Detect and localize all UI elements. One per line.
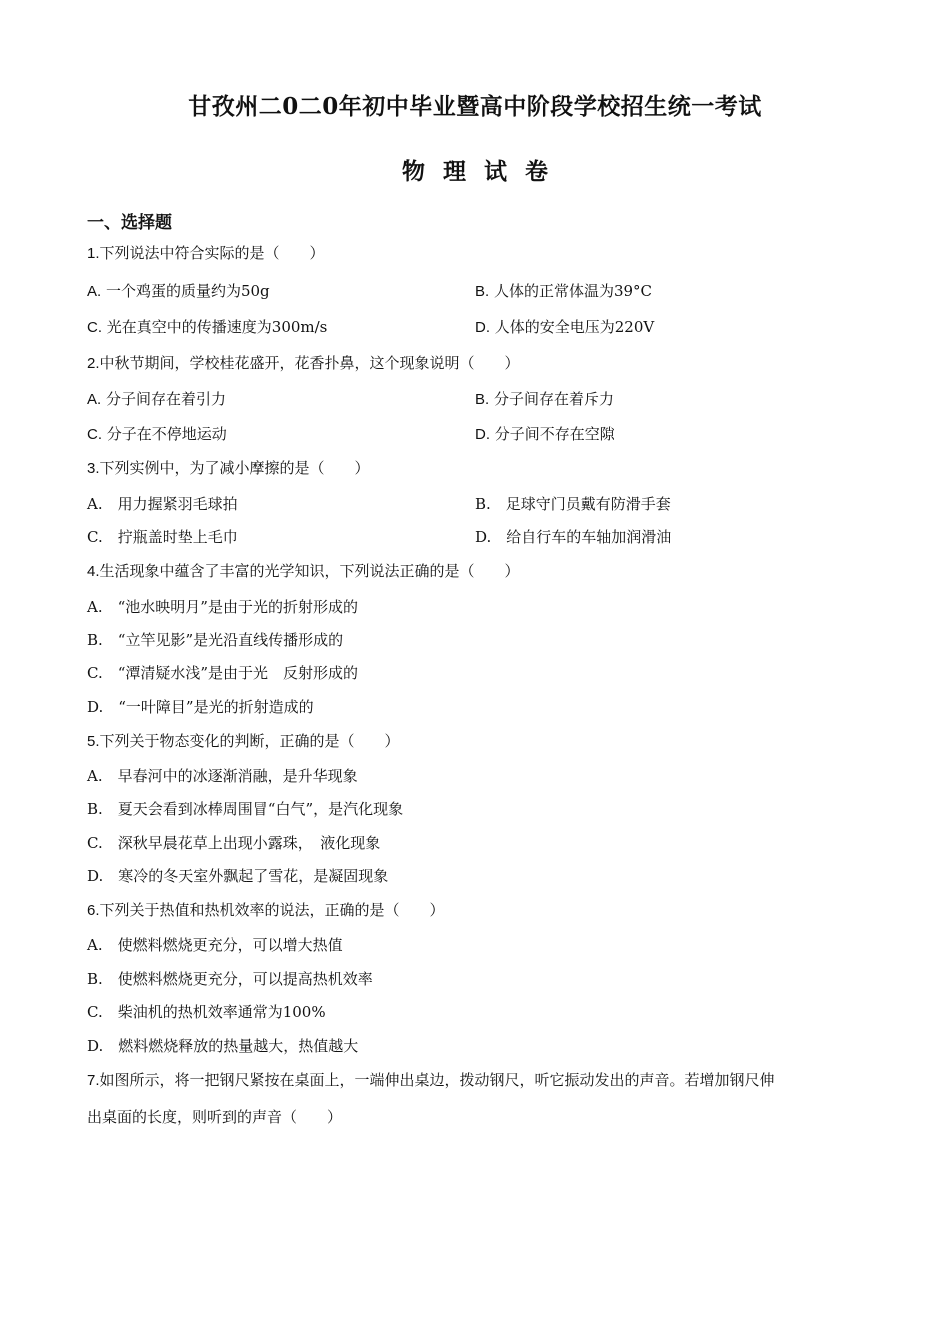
- option-text: 分子间存在着引力: [101, 390, 226, 408]
- question-1: [87, 242, 325, 263]
- option-text: 夏天会看到冰棒周围冒“白气”，是汽化现象: [102, 800, 404, 818]
- option-text: 分子在不停地运动: [102, 425, 227, 443]
- option-text: 人体的正常体温为39°C: [489, 282, 653, 300]
- question-number: 7.: [87, 1072, 100, 1089]
- option-text: 早春河中的冰逐渐消融，是升华现象: [102, 767, 358, 785]
- option-text: 光在真空中的传播速度为300m/s: [102, 318, 328, 336]
- option-label: B.: [87, 631, 103, 649]
- question-number: 2.: [87, 355, 100, 372]
- option-label: B.: [475, 391, 490, 408]
- q4-option-d: [87, 696, 314, 717]
- question-text: 如图所示，将一把钢尺紧按在桌面上，一端伸出桌边，拨动钢尺，听它振动发出的声音。若增加钢尺伸: [99, 1071, 775, 1089]
- option-text: 用力握紧羽毛球拍: [102, 495, 238, 513]
- option-label: C.: [87, 664, 103, 682]
- option-label: C.: [87, 834, 103, 852]
- q2-option-c: [87, 423, 227, 444]
- option-text: 分子间存在着斥力: [489, 390, 614, 408]
- question-number: 4.: [87, 563, 100, 580]
- question-text: 下列说法中符合实际的是（ ）: [99, 244, 325, 262]
- q3-option-d: [475, 526, 671, 547]
- option-text: 使燃料燃烧更充分，可以提高热机效率: [102, 970, 373, 988]
- question-text: 中秋节期间，学校桂花盛开，花香扑鼻，这个现象说明（ ）: [99, 354, 520, 372]
- option-text: “潭清疑水浅”是由于光 反射形成的: [102, 664, 359, 682]
- q6-option-d: [87, 1035, 358, 1056]
- option-text: “一叶障目”是光的折射造成的: [103, 698, 314, 716]
- option-label: D.: [475, 426, 490, 443]
- option-text: 使燃料燃烧更充分，可以增大热值: [102, 936, 343, 954]
- question-6: [87, 899, 445, 920]
- q5-option-b: [87, 798, 403, 819]
- question-2: [87, 352, 520, 373]
- option-label: C.: [87, 426, 102, 443]
- option-label: A.: [87, 598, 103, 616]
- q3-option-a: [87, 493, 238, 514]
- option-text: 足球守门员戴有防滑手套: [490, 495, 671, 513]
- q1-option-b: [475, 280, 652, 301]
- q5-option-c: [87, 832, 380, 853]
- q4-option-c: [87, 662, 358, 683]
- option-label: C.: [87, 528, 103, 546]
- option-text: 人体的安全电压为220V: [490, 318, 655, 336]
- option-label: B.: [475, 283, 490, 300]
- q6-option-b: [87, 968, 373, 989]
- q1-option-d: [475, 316, 654, 337]
- option-label: D.: [475, 528, 492, 546]
- q6-option-c: [87, 1001, 326, 1022]
- question-text: 下列关于热值和热机效率的说法，正确的是（ ）: [99, 901, 445, 919]
- option-text: “池水映明月”是由于光的折射形成的: [102, 598, 358, 616]
- option-text: 寒冷的冬天室外飘起了雪花，是凝固现象: [103, 867, 389, 885]
- question-7: [87, 1069, 775, 1090]
- q6-option-a: [87, 934, 343, 955]
- question-text: 生活现象中蕴含了丰富的光学知识，下列说法正确的是（ ）: [99, 562, 520, 580]
- q2-option-d: [475, 423, 615, 444]
- option-label: D.: [475, 319, 490, 336]
- question-number: 1.: [87, 245, 100, 262]
- option-label: D.: [87, 867, 104, 885]
- q3-option-c: [87, 526, 238, 547]
- section-heading: 一、选择题: [87, 213, 172, 233]
- option-text: 分子间不存在空隙: [490, 425, 615, 443]
- option-label: D.: [87, 698, 104, 716]
- option-label: A.: [87, 391, 102, 408]
- question-text: 出桌面的长度，则听到的声音（ ）: [87, 1108, 343, 1126]
- question-number: 5.: [87, 733, 100, 750]
- option-label: D.: [87, 1037, 104, 1055]
- q5-option-d: [87, 865, 388, 886]
- option-label: A.: [87, 767, 103, 785]
- option-label: A.: [87, 936, 103, 954]
- option-text: 给自行车的车轴加润滑油: [491, 528, 672, 546]
- question-3: [87, 457, 370, 478]
- option-label: A.: [87, 283, 102, 300]
- q1-option-a: [87, 280, 270, 301]
- option-label: B.: [475, 495, 491, 513]
- option-label: C.: [87, 1003, 103, 1021]
- q4-option-b: [87, 629, 343, 650]
- question-4: [87, 560, 520, 581]
- q4-option-a: [87, 596, 358, 617]
- question-5: [87, 730, 400, 751]
- question-number: 3.: [87, 460, 100, 477]
- q2-option-b: [475, 388, 614, 409]
- q5-option-a: [87, 765, 358, 786]
- q3-option-b: [475, 493, 671, 514]
- question-7-continued: [87, 1106, 342, 1127]
- option-label: B.: [87, 800, 103, 818]
- question-number: 6.: [87, 902, 100, 919]
- option-text: 深秋早晨花草上出现小露珠， 液化现象: [102, 834, 381, 852]
- option-label: A.: [87, 495, 103, 513]
- option-text: 燃料燃烧释放的热量越大，热值越大: [103, 1037, 359, 1055]
- exam-title: 甘孜州二0二0年初中毕业暨高中阶段学校招生统一考试: [188, 93, 762, 120]
- question-text: 下列实例中，为了减小摩擦的是（ ）: [99, 459, 370, 477]
- option-text: “立竿见影”是光沿直线传播形成的: [102, 631, 344, 649]
- option-text: 拧瓶盖时垫上毛巾: [102, 528, 238, 546]
- q2-option-a: [87, 388, 226, 409]
- option-label: B.: [87, 970, 103, 988]
- exam-subtitle: 物 理 试 卷: [401, 158, 549, 185]
- question-text: 下列关于物态变化的判断，正确的是（ ）: [99, 732, 400, 750]
- option-label: C.: [87, 319, 102, 336]
- q1-option-c: [87, 316, 327, 337]
- option-text: 柴油机的热机效率通常为100%: [102, 1003, 326, 1021]
- option-text: 一个鸡蛋的质量约为50g: [101, 282, 270, 300]
